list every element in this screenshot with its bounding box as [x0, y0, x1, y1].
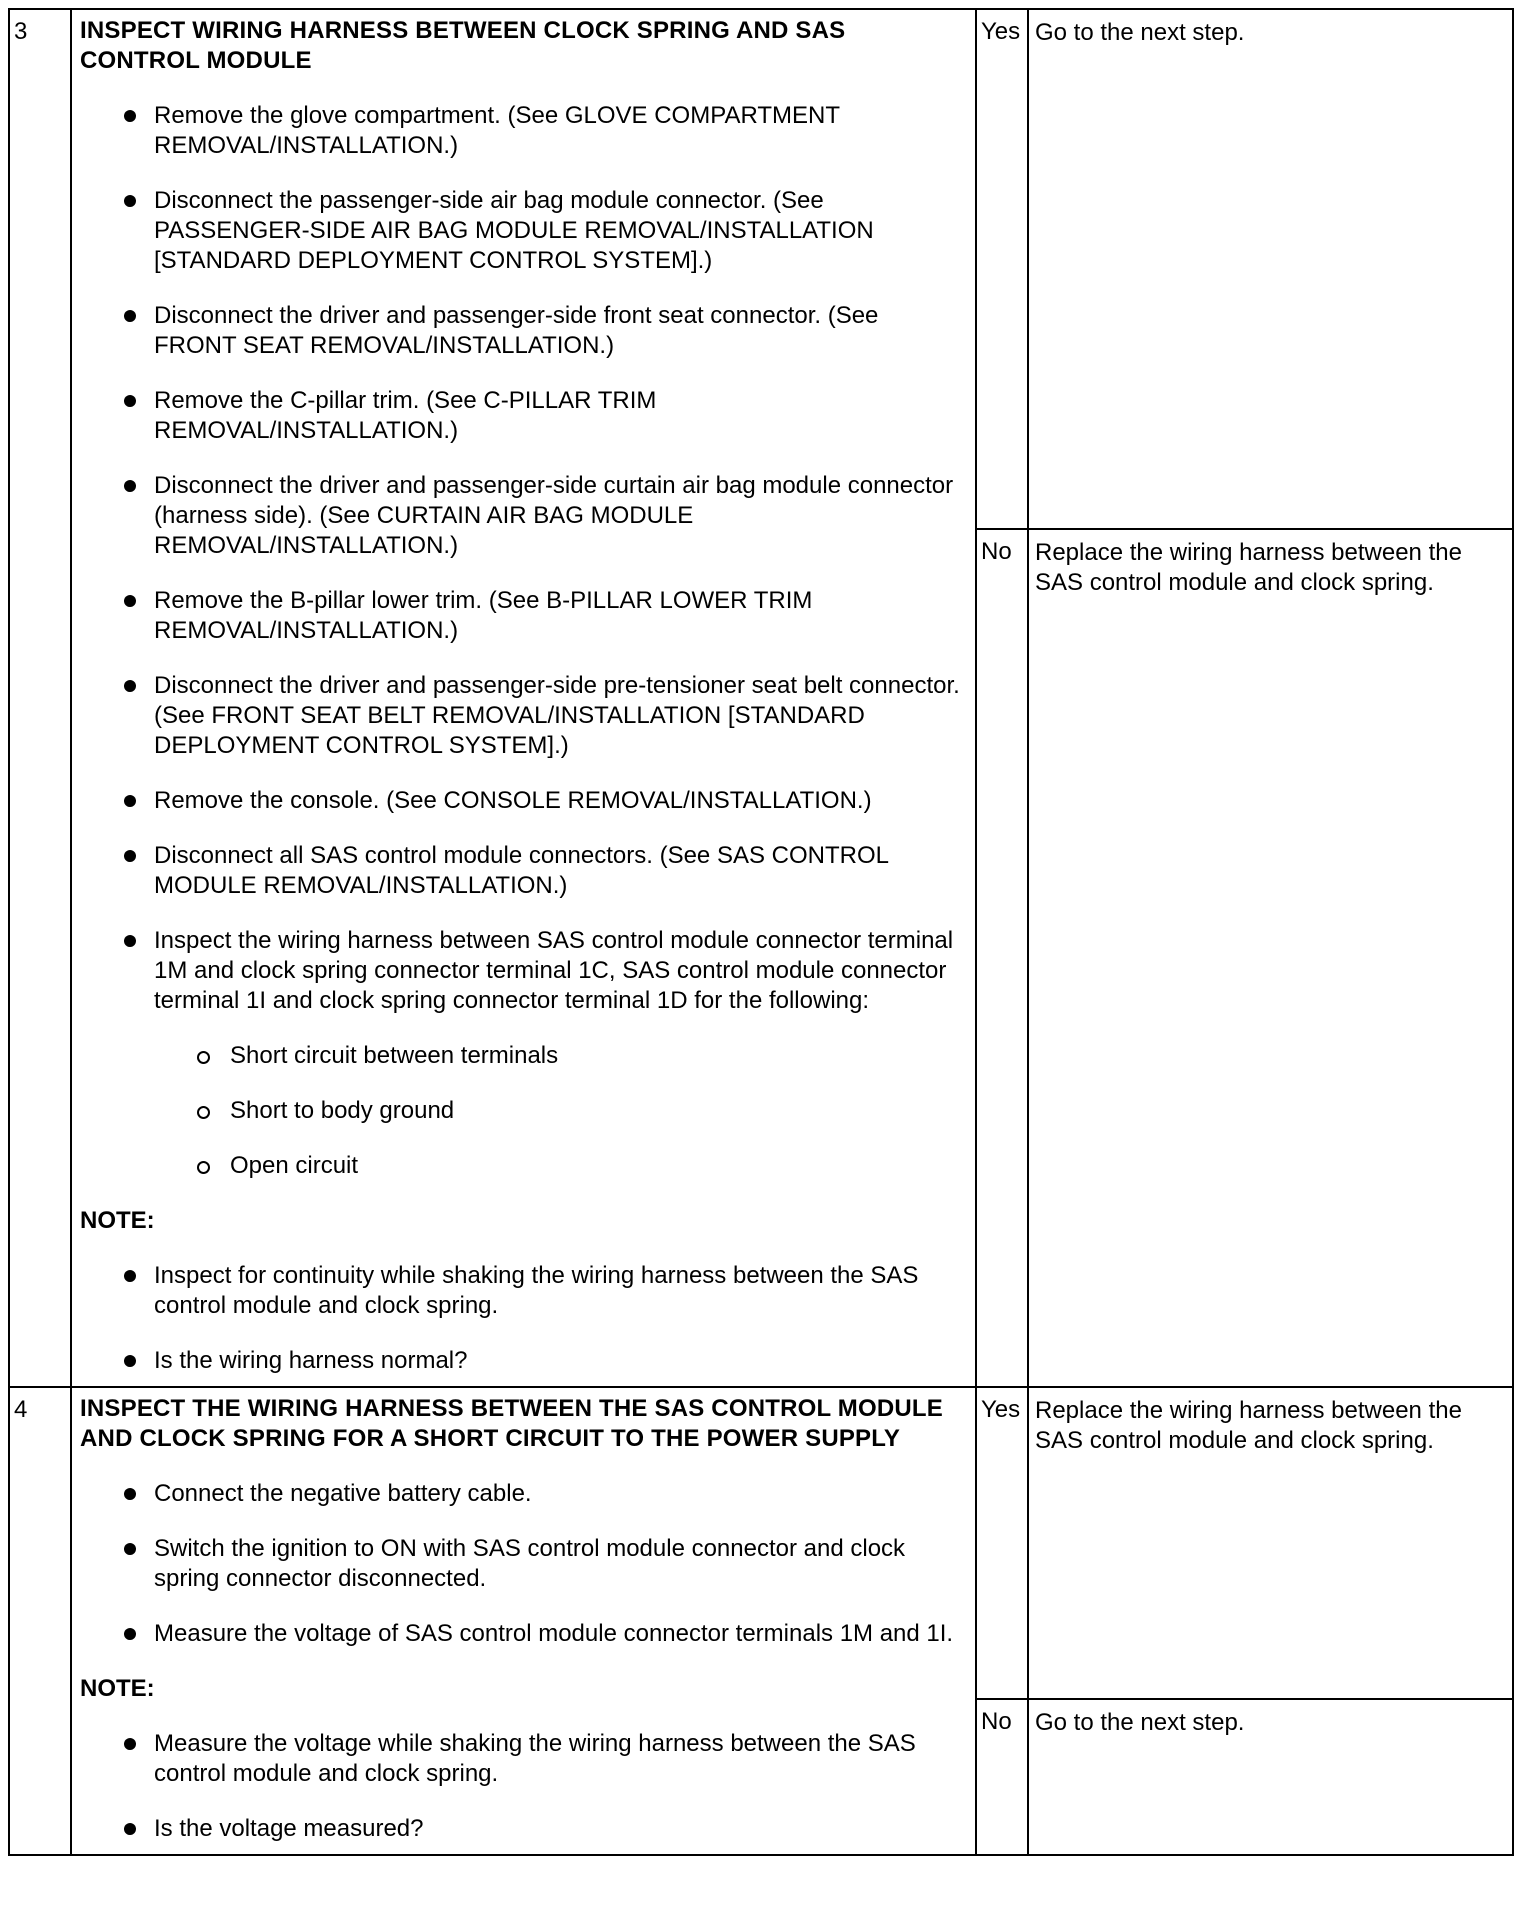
list-item: Inspect for continuity while shaking the wiring harness between the SAS control module and clock spring. [80, 1261, 967, 1321]
bullet-icon [124, 110, 136, 122]
bullet-icon [124, 480, 136, 492]
bullet-icon [124, 395, 136, 407]
list-item: Disconnect the driver and passenger-side curtain air bag module connector (harness side). (See CURTAIN AIR BAG MODULE REMOVAL/INSTALLATION.) [80, 471, 967, 561]
heading-line: INSPECT WIRING HARNESS BETWEEN CLOCK SPRING AND SAS [80, 17, 846, 44]
bullet-icon [124, 680, 136, 692]
heading-line: INSPECT THE WIRING HARNESS BETWEEN THE SAS CONTROL MODULE [80, 1395, 943, 1422]
list-item: Measure the voltage while shaking the wiring harness between the SAS control module and clock spring. [80, 1729, 967, 1789]
open-circle-bullet-icon [197, 1161, 210, 1174]
step-3-action [71, 9, 976, 1387]
step-number-text: 3 [14, 18, 28, 45]
sub-list-item: Short circuit between terminals [80, 1041, 967, 1071]
list-item: Measure the voltage of SAS control module connector terminals 1M and 1I. [80, 1619, 967, 1649]
step-4-yes-label: Yes [976, 1387, 1028, 1699]
heading-line: AND CLOCK SPRING FOR A SHORT CIRCUIT TO THE POWER SUPPLY [80, 1425, 901, 1452]
step-3-number [9, 9, 71, 1387]
step-3-no-result: Replace the wiring harness between the SAS control module and clock spring. [1028, 529, 1513, 1387]
list-item: Remove the B-pillar lower trim. (See B-PILLAR LOWER TRIM REMOVAL/INSTALLATION.) [80, 586, 967, 646]
note-label: NOTE: [80, 1207, 155, 1234]
step-4-yes-result: Replace the wiring harness between the SAS control module and clock spring. [1028, 1387, 1513, 1699]
step-3-yes-result: Go to the next step. [1028, 9, 1513, 529]
step-3-yes-label: Yes [976, 9, 1028, 529]
bullet-icon [124, 595, 136, 607]
list-item: Disconnect the passenger-side air bag module connector. (See PASSENGER-SIDE AIR BAG MODULE REMOVAL/INSTALLATION [STANDARD DEPLOYMENT CONTROL SYSTEM].) [80, 186, 967, 276]
step-4-no-result: Go to the next step. [1028, 1699, 1513, 1855]
diagnostic-procedure-table [8, 8, 1514, 1856]
bullet-icon [124, 1488, 136, 1500]
bullet-icon [124, 195, 136, 207]
bullet-icon [124, 1823, 136, 1835]
list-item: Connect the negative battery cable. [80, 1479, 967, 1509]
list-item: Disconnect all SAS control module connectors. (See SAS CONTROL MODULE REMOVAL/INSTALLATION.) [80, 841, 967, 901]
bullet-icon [124, 795, 136, 807]
step-4-heading [80, 1394, 967, 1454]
bullet-icon [124, 935, 136, 947]
step-3-no-label: No [976, 529, 1028, 1387]
step-4-no-label: No [976, 1699, 1028, 1855]
step-4-note-list [80, 1729, 967, 1844]
note-label: NOTE: [80, 1675, 155, 1702]
bullet-icon [124, 310, 136, 322]
bullet-icon [124, 1543, 136, 1555]
list-item: Switch the ignition to ON with SAS control module connector and clock spring connector disconnected. [80, 1534, 967, 1594]
sub-list-item: Short to body ground [80, 1096, 967, 1126]
step-3-note-list [80, 1261, 967, 1376]
heading-line: CONTROL MODULE [80, 47, 312, 74]
step-4-action [71, 1387, 976, 1855]
list-item: Disconnect the driver and passenger-side pre-tensioner seat belt connector. (See FRONT SEAT BELT REMOVAL/INSTALLATION [STANDARD DEPLOYMENT CONTROL SYSTEM].) [80, 671, 967, 761]
step-3-sub-bullet-list [80, 1041, 967, 1181]
step-4-bullet-list [80, 1479, 967, 1649]
bullet-icon [124, 1628, 136, 1640]
list-item: Remove the console. (See CONSOLE REMOVAL/INSTALLATION.) [80, 786, 967, 816]
bullet-icon [124, 1738, 136, 1750]
list-item: Is the voltage measured? [80, 1814, 967, 1844]
bullet-icon [124, 850, 136, 862]
bullet-icon [124, 1270, 136, 1282]
step-3-bullet-list [80, 101, 967, 1016]
open-circle-bullet-icon [197, 1106, 210, 1119]
list-item: Inspect the wiring harness between SAS control module connector terminal 1M and clock spring connector terminal 1C, SAS control module connector terminal 1I and clock spring connector terminal 1D for the following: [80, 926, 967, 1016]
list-item: Remove the glove compartment. (See GLOVE COMPARTMENT REMOVAL/INSTALLATION.) [80, 101, 967, 161]
step-3-yes-row [9, 9, 1513, 529]
step-3-heading [80, 16, 967, 76]
bullet-icon [124, 1355, 136, 1367]
list-item: Disconnect the driver and passenger-side front seat connector. (See FRONT SEAT REMOVAL/INSTALLATION.) [80, 301, 967, 361]
sub-list-item: Open circuit [80, 1151, 967, 1181]
open-circle-bullet-icon [197, 1051, 210, 1064]
list-item: Remove the C-pillar trim. (See C-PILLAR TRIM REMOVAL/INSTALLATION.) [80, 386, 967, 446]
step-4-number: 4 [9, 1387, 71, 1855]
list-item: Is the wiring harness normal? [80, 1346, 967, 1376]
step-4-yes-row [9, 1387, 1513, 1699]
